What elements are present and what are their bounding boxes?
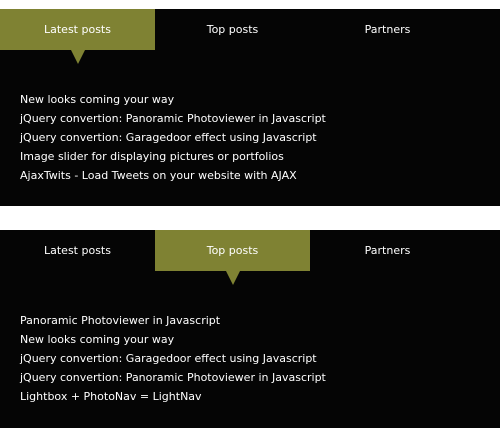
post-link[interactable]: jQuery convertion: Panoramic Photoviewer in Javascript — [20, 371, 326, 384]
tab-latest-posts[interactable]: Latest posts — [0, 9, 155, 50]
post-list — [20, 90, 326, 185]
tab-top-posts[interactable]: Top posts — [206, 23, 259, 36]
tab-latest-posts[interactable]: Latest posts — [44, 244, 111, 257]
posts-widget-latest — [0, 9, 500, 206]
post-link[interactable]: jQuery convertion: Garagedoor effect using Javascript — [20, 131, 317, 144]
post-list — [20, 311, 326, 406]
tab-bar — [0, 9, 500, 50]
post-link[interactable]: Lightbox + PhotoNav = LightNav — [20, 390, 202, 403]
post-link[interactable]: Image slider for displaying pictures or portfolios — [20, 150, 284, 163]
tab-partners[interactable]: Partners — [364, 23, 411, 36]
post-link[interactable]: New looks coming your way — [20, 333, 175, 346]
post-link[interactable]: jQuery convertion: Garagedoor effect using Javascript — [20, 352, 317, 365]
tab-bar — [0, 230, 500, 271]
post-link[interactable]: jQuery convertion: Panoramic Photoviewer in Javascript — [20, 112, 326, 125]
tab-top-posts[interactable]: Top posts — [155, 230, 310, 271]
posts-widget-top — [0, 230, 500, 428]
tab-partners[interactable]: Partners — [364, 244, 411, 257]
post-link[interactable]: AjaxTwits - Load Tweets on your website with AJAX — [20, 169, 297, 182]
post-link[interactable]: New looks coming your way — [20, 93, 175, 106]
post-link[interactable]: Panoramic Photoviewer in Javascript — [20, 314, 221, 327]
